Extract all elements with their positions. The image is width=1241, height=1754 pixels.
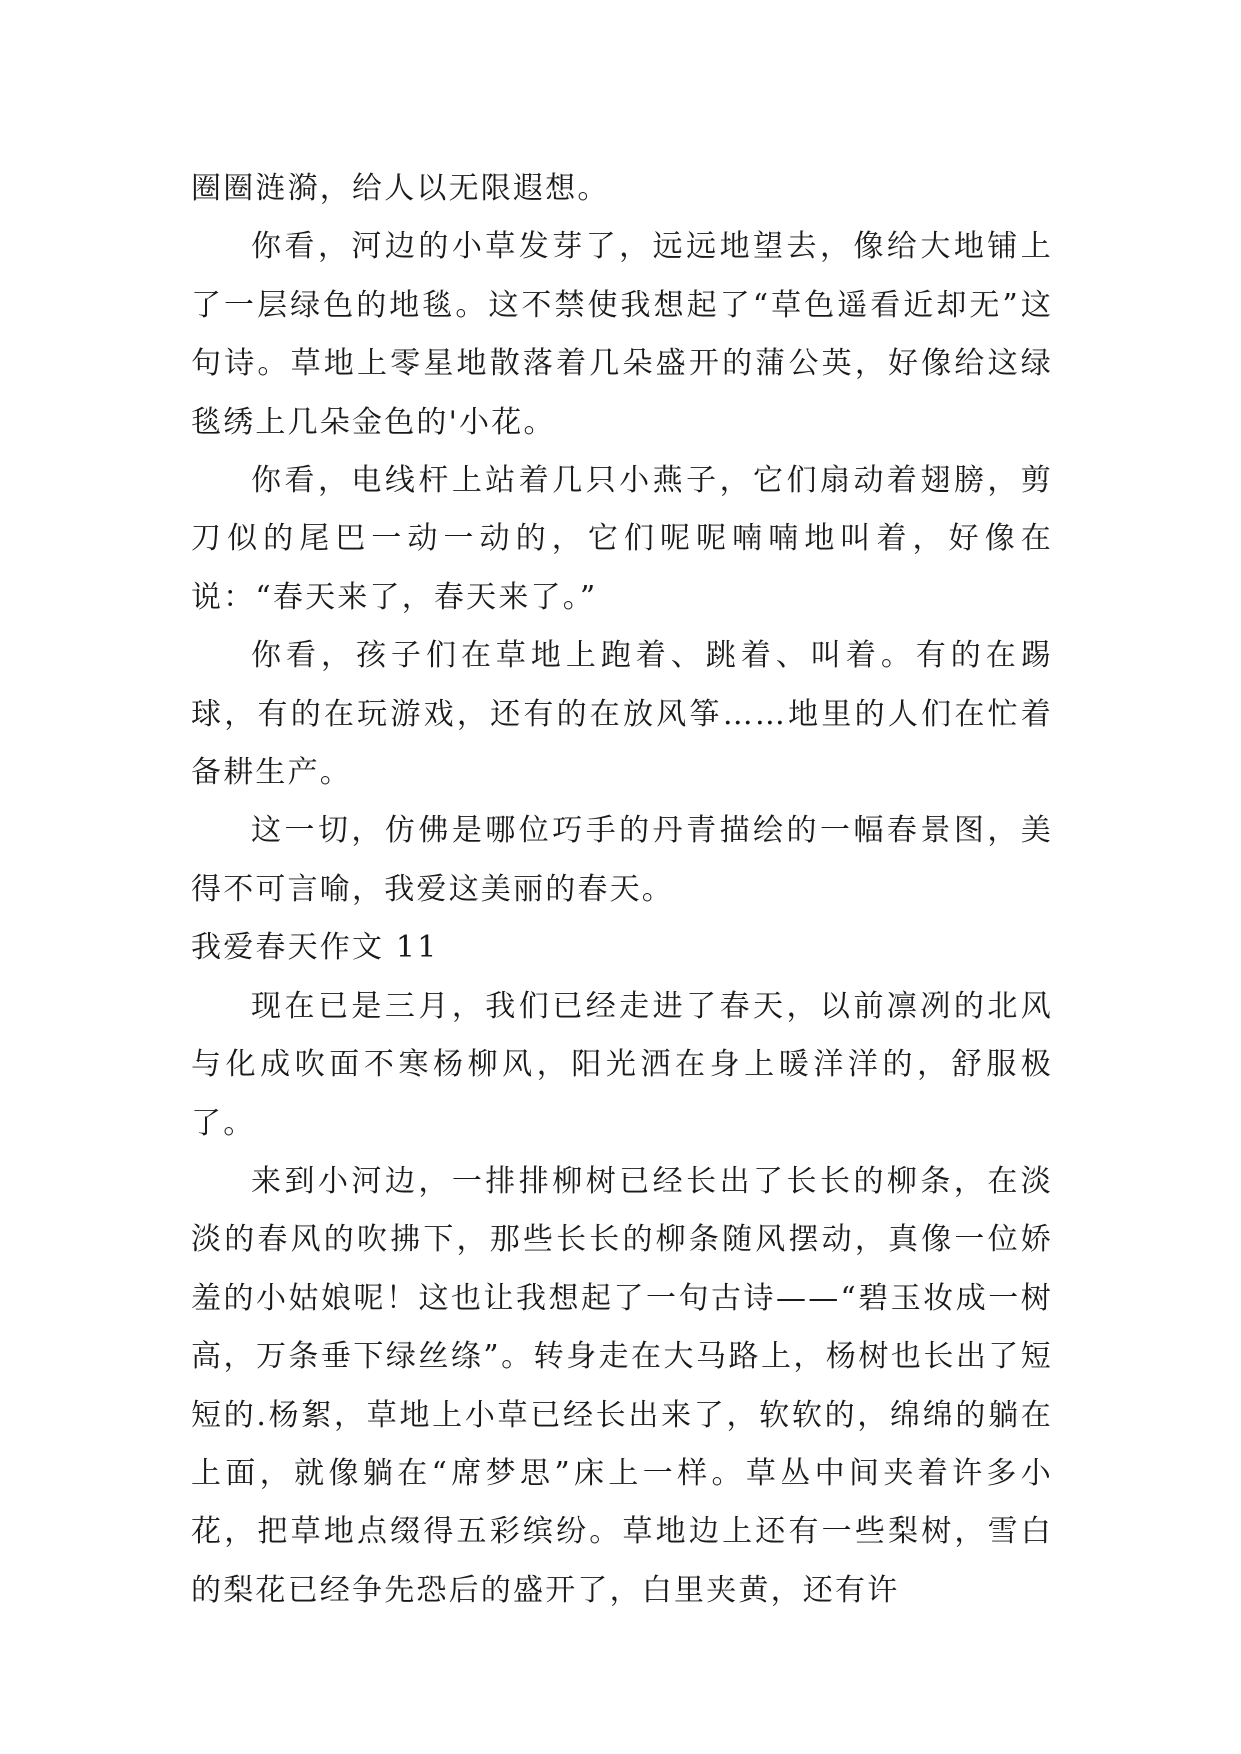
section-title: 我爱春天作文 11 — [191, 930, 439, 966]
paragraph-swallows: 你看，电线杆上站着几只小燕子，它们扇动着翅膀，剪刀似的尾巴一动一动的，它们呢呢喃喃地叫着，好像在说：“春天来了，春天来了。” — [191, 463, 1053, 615]
paragraph-children: 你看，孩子们在草地上跑着、跳着、叫着。有的在踢球，有的在玩游戏，还有的在放风筝……地里的人们在忙着备耕生产。 — [191, 638, 1053, 791]
paragraph-march: 现在已是三月，我们已经走进了春天，以前凛冽的北风与化成吹面不寒杨柳风，阳光洒在身上暖洋洋的，舒服极了。 — [191, 988, 1053, 1141]
paragraph-river-grass: 你看，河边的小草发芽了，远远地望去，像给大地铺上了一层绿色的地毯。这不禁使我想起了“草色遥看近却无”这句诗。草地上零星地散落着几朵盛开的蒲公英，好像给这绿毯绣上几朵金色的'小花。 — [191, 229, 1053, 440]
paragraph-riverside-willows: 来到小河边，一排排柳树已经长出了长长的柳条，在淡淡的春风的吹拂下，那些长长的柳条随风摆动，真像一位娇羞的小姑娘呢！这也让我想起了一句古诗——“碧玉妆成一树高，万条垂下绿丝绦”。转身走在大马路上，杨树也长出了短短的.杨絮，草地上小草已经长出来了，软软的，绵绵的躺在上面，就像躺在“席梦思”床上一样。草丛中间夹着许多小花，把草地点缀得五彩缤纷。草地边上还有一些梨树，雪白的梨花已经争先恐后的盛开了，白里夹黄，还有许 — [191, 1163, 1053, 1608]
paragraph-continued: 圈圈涟漪，给人以无限遐想。 — [191, 171, 610, 206]
document-body — [191, 160, 1053, 1620]
paragraph-spring-scene: 这一切，仿佛是哪位巧手的丹青描绘的一幅春景图，美得不可言喻，我爱这美丽的春天。 — [191, 813, 1053, 907]
